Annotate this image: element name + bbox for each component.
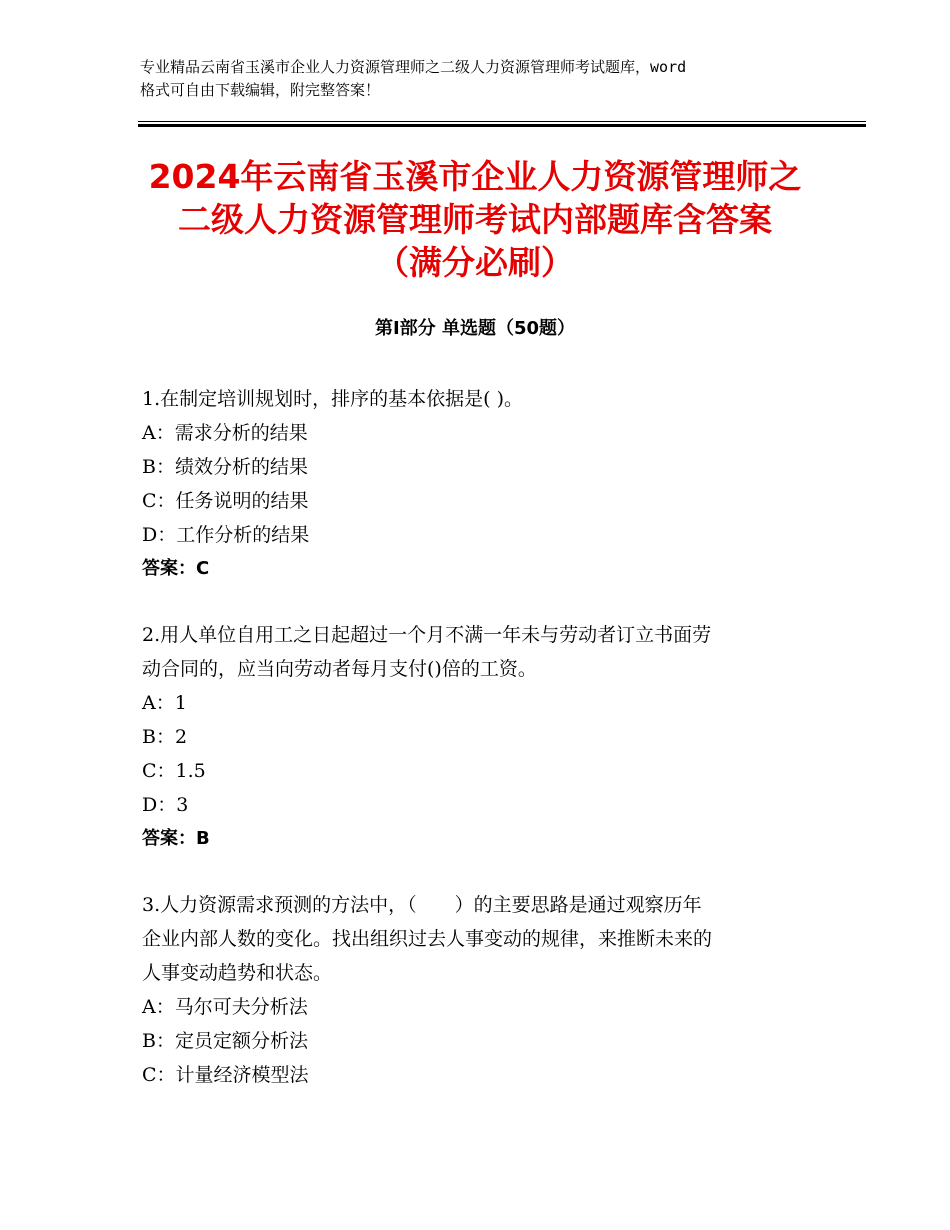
answer: 答案：B — [142, 828, 210, 849]
question-stem: 2.用人单位自用工之日起超过一个月不满一年未与劳动者订立书面劳 — [142, 624, 712, 646]
question-stem: 3.人力资源需求预测的方法中，（ ）的主要思路是通过观察历年 — [142, 894, 702, 916]
question — [142, 382, 822, 586]
question-stem: 企业内部人数的变化。找出组织过去人事变动的规律，来推断未来的 — [142, 928, 713, 950]
header-note — [140, 56, 830, 102]
option-d: D：工作分析的结果 — [142, 524, 310, 546]
question-stem: 1.在制定培训规划时，排序的基本依据是( )。 — [142, 388, 523, 410]
option-d: D：3 — [142, 794, 189, 816]
option-a: A：1 — [142, 692, 187, 714]
title-line: 2024年云南省玉溪市企业人力资源管理师之 — [148, 157, 802, 196]
question — [142, 618, 822, 856]
option-b: B：绩效分析的结果 — [142, 456, 308, 478]
divider-thin — [138, 121, 866, 122]
document-title — [90, 155, 860, 284]
option-b: B：定员定额分析法 — [142, 1030, 308, 1052]
title-line: 二级人力资源管理师考试内部题库含答案 — [178, 200, 772, 239]
header-note-line: 格式可自由下载编辑，附完整答案！ — [140, 81, 381, 99]
option-c: C：1.5 — [142, 760, 206, 782]
answer: 答案：C — [142, 558, 210, 579]
section-title: 第Ⅰ部分 单选题（50题） — [374, 318, 575, 339]
question — [142, 888, 822, 1092]
question-stem: 人事变动趋势和状态。 — [142, 962, 333, 984]
question-stem: 动合同的，应当向劳动者每月支付()倍的工资。 — [142, 658, 537, 680]
title-line: （满分必刷） — [376, 243, 574, 282]
option-c: C：计量经济模型法 — [142, 1064, 309, 1086]
question-list — [142, 382, 822, 1092]
option-a: A：马尔可夫分析法 — [142, 996, 308, 1018]
option-c: C：任务说明的结果 — [142, 490, 309, 512]
option-b: B：2 — [142, 726, 188, 748]
divider-thick — [138, 124, 866, 127]
header-note-line: 专业精品云南省玉溪市企业人力资源管理师之二级人力资源管理师考试题库，word — [140, 58, 687, 76]
option-a: A：需求分析的结果 — [142, 422, 308, 444]
